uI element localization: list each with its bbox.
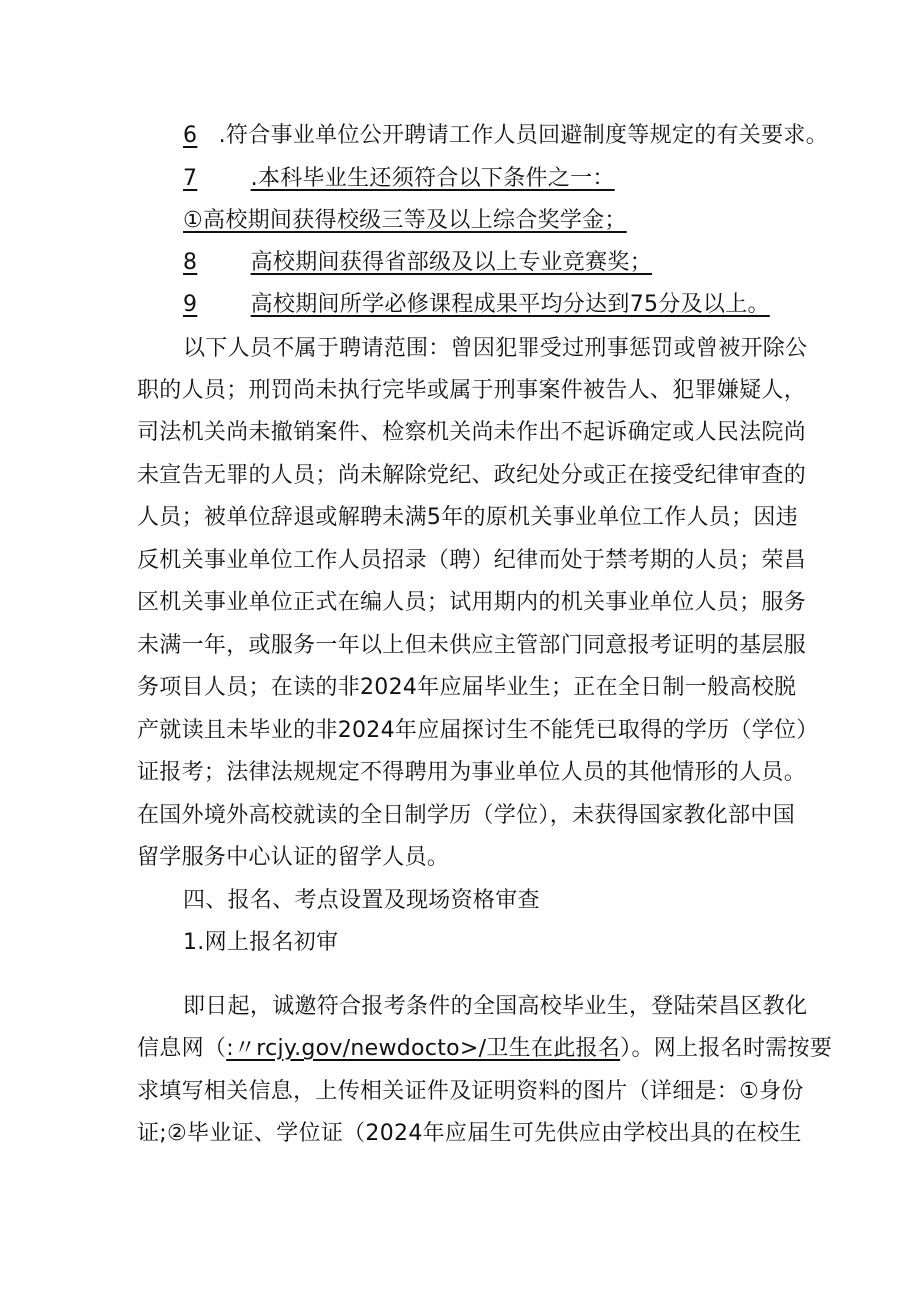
exclusion-line: 在国外境外高校就读的全日制学历（学位），未获得国家教化部中国 xyxy=(137,803,796,828)
exclusion-line: 人员；被单位辞退或解聘未满5年的原机关事业单位工作人员；因违 xyxy=(137,505,798,530)
item-8 xyxy=(183,248,652,278)
item-text: 高校期间获得省部级及以上专业竞赛奖； xyxy=(250,250,653,275)
exclusion-line: 职的人员；刑罚尚未执行完毕或属于刑事案件被告人、犯罪嫌疑人， xyxy=(137,378,807,403)
item-6 xyxy=(183,121,828,151)
item-7 xyxy=(183,164,615,194)
item-number: 6 xyxy=(183,123,198,148)
item-text: .符合事业单位公开聘请工作人员回避制度等规定的有关要求。 xyxy=(218,123,829,148)
exclusion-line: 务项目人员；在读的非2024年应届毕业生；正在全日制一般高校脱 xyxy=(137,675,797,700)
registration-link[interactable]: :〃rcjy.gov∕newdocto>∕卫生在此报名 xyxy=(226,1036,621,1061)
registration-line: 证;②毕业证、学位证（2024年应届生可先供应由学校出具的在校生 xyxy=(137,1121,802,1146)
item-9 xyxy=(183,290,770,320)
subsection-heading: 1.网上报名初审 xyxy=(183,930,339,955)
exclusion-line: 反机关事业单位工作人员招录（聘）纪律而处于禁考期的人员；荣昌 xyxy=(137,548,807,573)
item-number: 8 xyxy=(183,250,198,275)
registration-text: ）。网上报名时需按要 xyxy=(620,1036,833,1061)
item-number: 7 xyxy=(183,166,198,191)
item-text: .本科毕业生还须符合以下条件之一： xyxy=(250,166,615,191)
exclusion-line: 区机关事业单位正式在编人员；试用期内的机关事业单位人员；服务 xyxy=(137,590,807,615)
registration-line: 求填写相关信息，上传相关证件及证明资料的图片（详细是：①身份 xyxy=(137,1079,804,1104)
registration-line: 即日起，诚邀符合报考条件的全国高校毕业生，登陆荣昌区教化 xyxy=(183,994,808,1019)
item-sub-1 xyxy=(183,206,627,236)
exclusion-line: 未满一年，或服务一年以上但未供应主管部门同意报考证明的基层服 xyxy=(137,633,807,658)
exclusion-line: 未宣告无罪的人员；尚未解除党纪、政纪处分或正在接受纪律审查的 xyxy=(137,463,807,488)
item-number: 9 xyxy=(183,292,198,317)
exclusion-line: 以下人员不属于聘请范围：曾因犯罪受过刑事惩罚或曾被开除公 xyxy=(183,336,808,361)
exclusion-line: 司法机关尚未撤销案件、检察机关尚未作出不起诉确定或人民法院尚 xyxy=(137,420,807,445)
registration-line xyxy=(137,1034,832,1064)
item-text: 高校期间所学必修课程成果平均分达到75分及以上。 xyxy=(250,292,770,317)
exclusion-line: 证报考；法律法规规定不得聘用为事业单位人员的其他情形的人员。 xyxy=(137,760,807,785)
exclusion-line: 产就读且未毕业的非2024年应届探讨生不能凭已取得的学历（学位） xyxy=(137,718,819,743)
registration-text: 信息网（ xyxy=(137,1036,227,1061)
item-text: ①高校期间获得校级三等及以上综合奖学金； xyxy=(183,208,627,233)
section-heading: 四、报名、考点设置及现场资格审查 xyxy=(183,888,540,913)
exclusion-line: 留学服务中心认证的留学人员。 xyxy=(137,845,450,870)
